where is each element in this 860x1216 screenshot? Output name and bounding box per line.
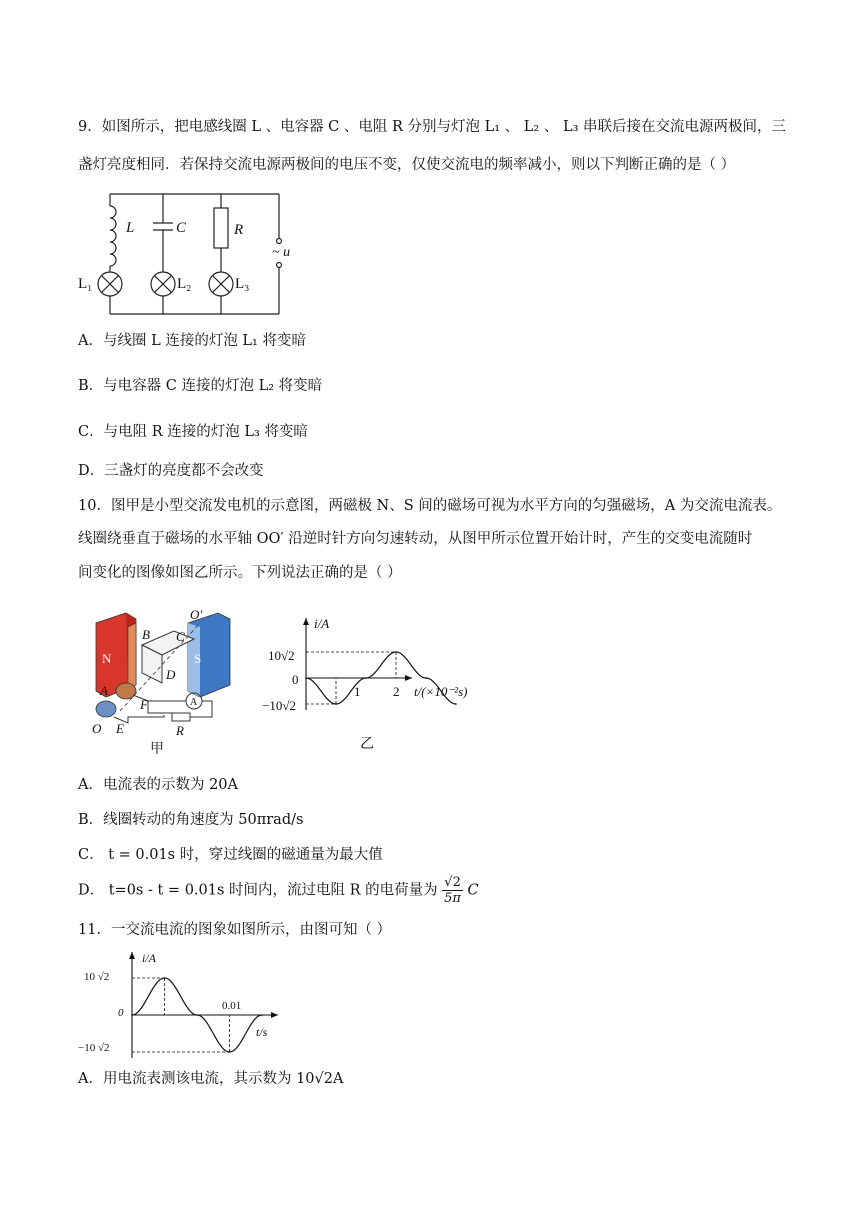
q10-yi-y-arrow bbox=[303, 618, 309, 625]
q10-yi-data-point bbox=[425, 677, 427, 679]
q10-stem-line1: 10．图甲是小型交流发电机的示意图，两磁极 N、S 间的磁场可视为水平方向的匀强磁场，A 为交流电流表。 bbox=[78, 498, 782, 514]
q11-xtick: 0.01 bbox=[222, 1000, 242, 1012]
q10-jia-N: N bbox=[102, 651, 112, 666]
q10-option-d-numerator: √2 bbox=[444, 875, 461, 890]
q10-jia-S: S bbox=[194, 651, 202, 666]
q11-stem: 11．一交流电流的图象如图所示，由图可知（ ） bbox=[78, 922, 392, 938]
q10-jia-E: E bbox=[116, 721, 124, 736]
q10-jia-Oprime: O′ bbox=[190, 607, 203, 622]
q10-yi-xtick-1: 1 bbox=[354, 684, 361, 699]
q10-stem-line3: 间变化的图像如图乙所示。下列说法正确的是（ ） bbox=[78, 565, 402, 581]
q10-jia-B: B bbox=[142, 627, 150, 642]
q9-option-b: B．与电容器 C 连接的灯泡 L₂ 将变暗 bbox=[78, 378, 323, 394]
q11-x-arrow bbox=[271, 1012, 278, 1018]
q9-circuit-diagram bbox=[78, 190, 308, 320]
q10-current-graph bbox=[262, 612, 492, 752]
q10-option-b: B．线圈转动的角速度为 50πrad/s bbox=[78, 812, 304, 828]
q9-label-L2: L₂ bbox=[177, 276, 192, 292]
q10-yi-ytick-zero: 0 bbox=[292, 672, 299, 687]
q11-ytick-top: 10 √2 bbox=[84, 971, 110, 983]
q10-option-d-suffix: C bbox=[467, 882, 479, 899]
q11-data-point bbox=[196, 1014, 198, 1016]
q10-option-a: A．电流表的示数为 20A bbox=[78, 777, 239, 793]
q10-jia-D: D bbox=[166, 667, 176, 682]
q10-option-c: C． t = 0.01s 时，穿过线圈的磁通量为最大值 bbox=[78, 847, 383, 863]
q10-jia-R: R bbox=[176, 723, 184, 738]
q10-yi-data-point bbox=[455, 703, 457, 705]
q11-data-point bbox=[131, 1014, 133, 1016]
q10-option-d bbox=[78, 875, 479, 905]
q10-jia-caption: 甲 bbox=[150, 742, 164, 755]
q10-option-d-fraction bbox=[442, 875, 463, 906]
q9-stem-line2: 盏灯亮度相同．若保持交流电源两极间的电压不变，仅使交流电的频率减小，则以下判断正确的是（ ） bbox=[78, 157, 736, 173]
q10-jia-A: A bbox=[100, 683, 108, 698]
q10-stem-line2: 线圈绕垂直于磁场的水平轴 OO′ 沿逆时针方向匀速转动，从图甲所示位置开始计时，产生的交变电流随时 bbox=[78, 531, 753, 547]
q10-option-d-denominator: 5π bbox=[444, 891, 461, 906]
q9-label-L1: L₁ bbox=[78, 276, 93, 292]
q11-option-a: A．用电流表测该电流，其示数为 10√2A bbox=[78, 1071, 344, 1087]
q11-ylabel: i/A bbox=[142, 951, 156, 965]
q10-yi-x-arrow bbox=[405, 675, 412, 681]
q10-yi-data-point bbox=[365, 677, 367, 679]
q10-jia-ammeter: A bbox=[190, 697, 198, 708]
q10-yi-xtick-2: 2 bbox=[393, 684, 400, 699]
q9-label-u: ~ u bbox=[272, 245, 291, 260]
q9-label-L: L bbox=[126, 220, 135, 236]
q9-option-a: A．与线圈 L 连接的灯泡 L₁ 将变暗 bbox=[78, 333, 306, 349]
q9-stem-line1: 9．如图所示，把电感线圈 L 、电容器 C 、电阻 R 分别与灯泡 L₁ 、 L₂ 、 L₃ 串联后接在交流电源两极间，三 bbox=[78, 119, 786, 135]
q10-option-d-prefix: D． t=0s - t = 0.01s 时间内，流过电阻 R 的电荷量为 bbox=[78, 882, 438, 899]
q11-data-point bbox=[261, 1014, 263, 1016]
q10-yi-ytick-top: 10√2 bbox=[268, 648, 295, 663]
q10-generator-diagram bbox=[88, 605, 258, 755]
q10-yi-xlabel: t/(×10⁻²s) bbox=[414, 684, 468, 699]
q10-yi-ylabel: i/A bbox=[314, 616, 330, 631]
q11-ytick-bottom: −10 √2 bbox=[78, 1042, 110, 1054]
q10-jia-O: O bbox=[92, 721, 102, 736]
q11-xlabel: t/s bbox=[256, 1025, 268, 1039]
q10-jia-F: F bbox=[140, 697, 148, 712]
q9-label-C: C bbox=[176, 220, 187, 236]
q11-ytick-zero: 0 bbox=[118, 1007, 124, 1019]
q9-option-d: D．三盏灯的亮度都不会改变 bbox=[78, 463, 264, 479]
q10-yi-ytick-bottom: −10√2 bbox=[262, 698, 296, 713]
q9-label-L3: L₃ bbox=[235, 276, 250, 292]
q9-label-R: R bbox=[234, 222, 244, 238]
q10-yi-caption: 乙 bbox=[360, 737, 374, 752]
q10-yi-data-point bbox=[305, 677, 307, 679]
q10-jia-C: C bbox=[176, 629, 185, 644]
q11-current-graph bbox=[78, 950, 288, 1060]
q9-option-c: C．与电阻 R 连接的灯泡 L₃ 将变暗 bbox=[78, 424, 308, 440]
q11-y-arrow bbox=[129, 952, 135, 959]
